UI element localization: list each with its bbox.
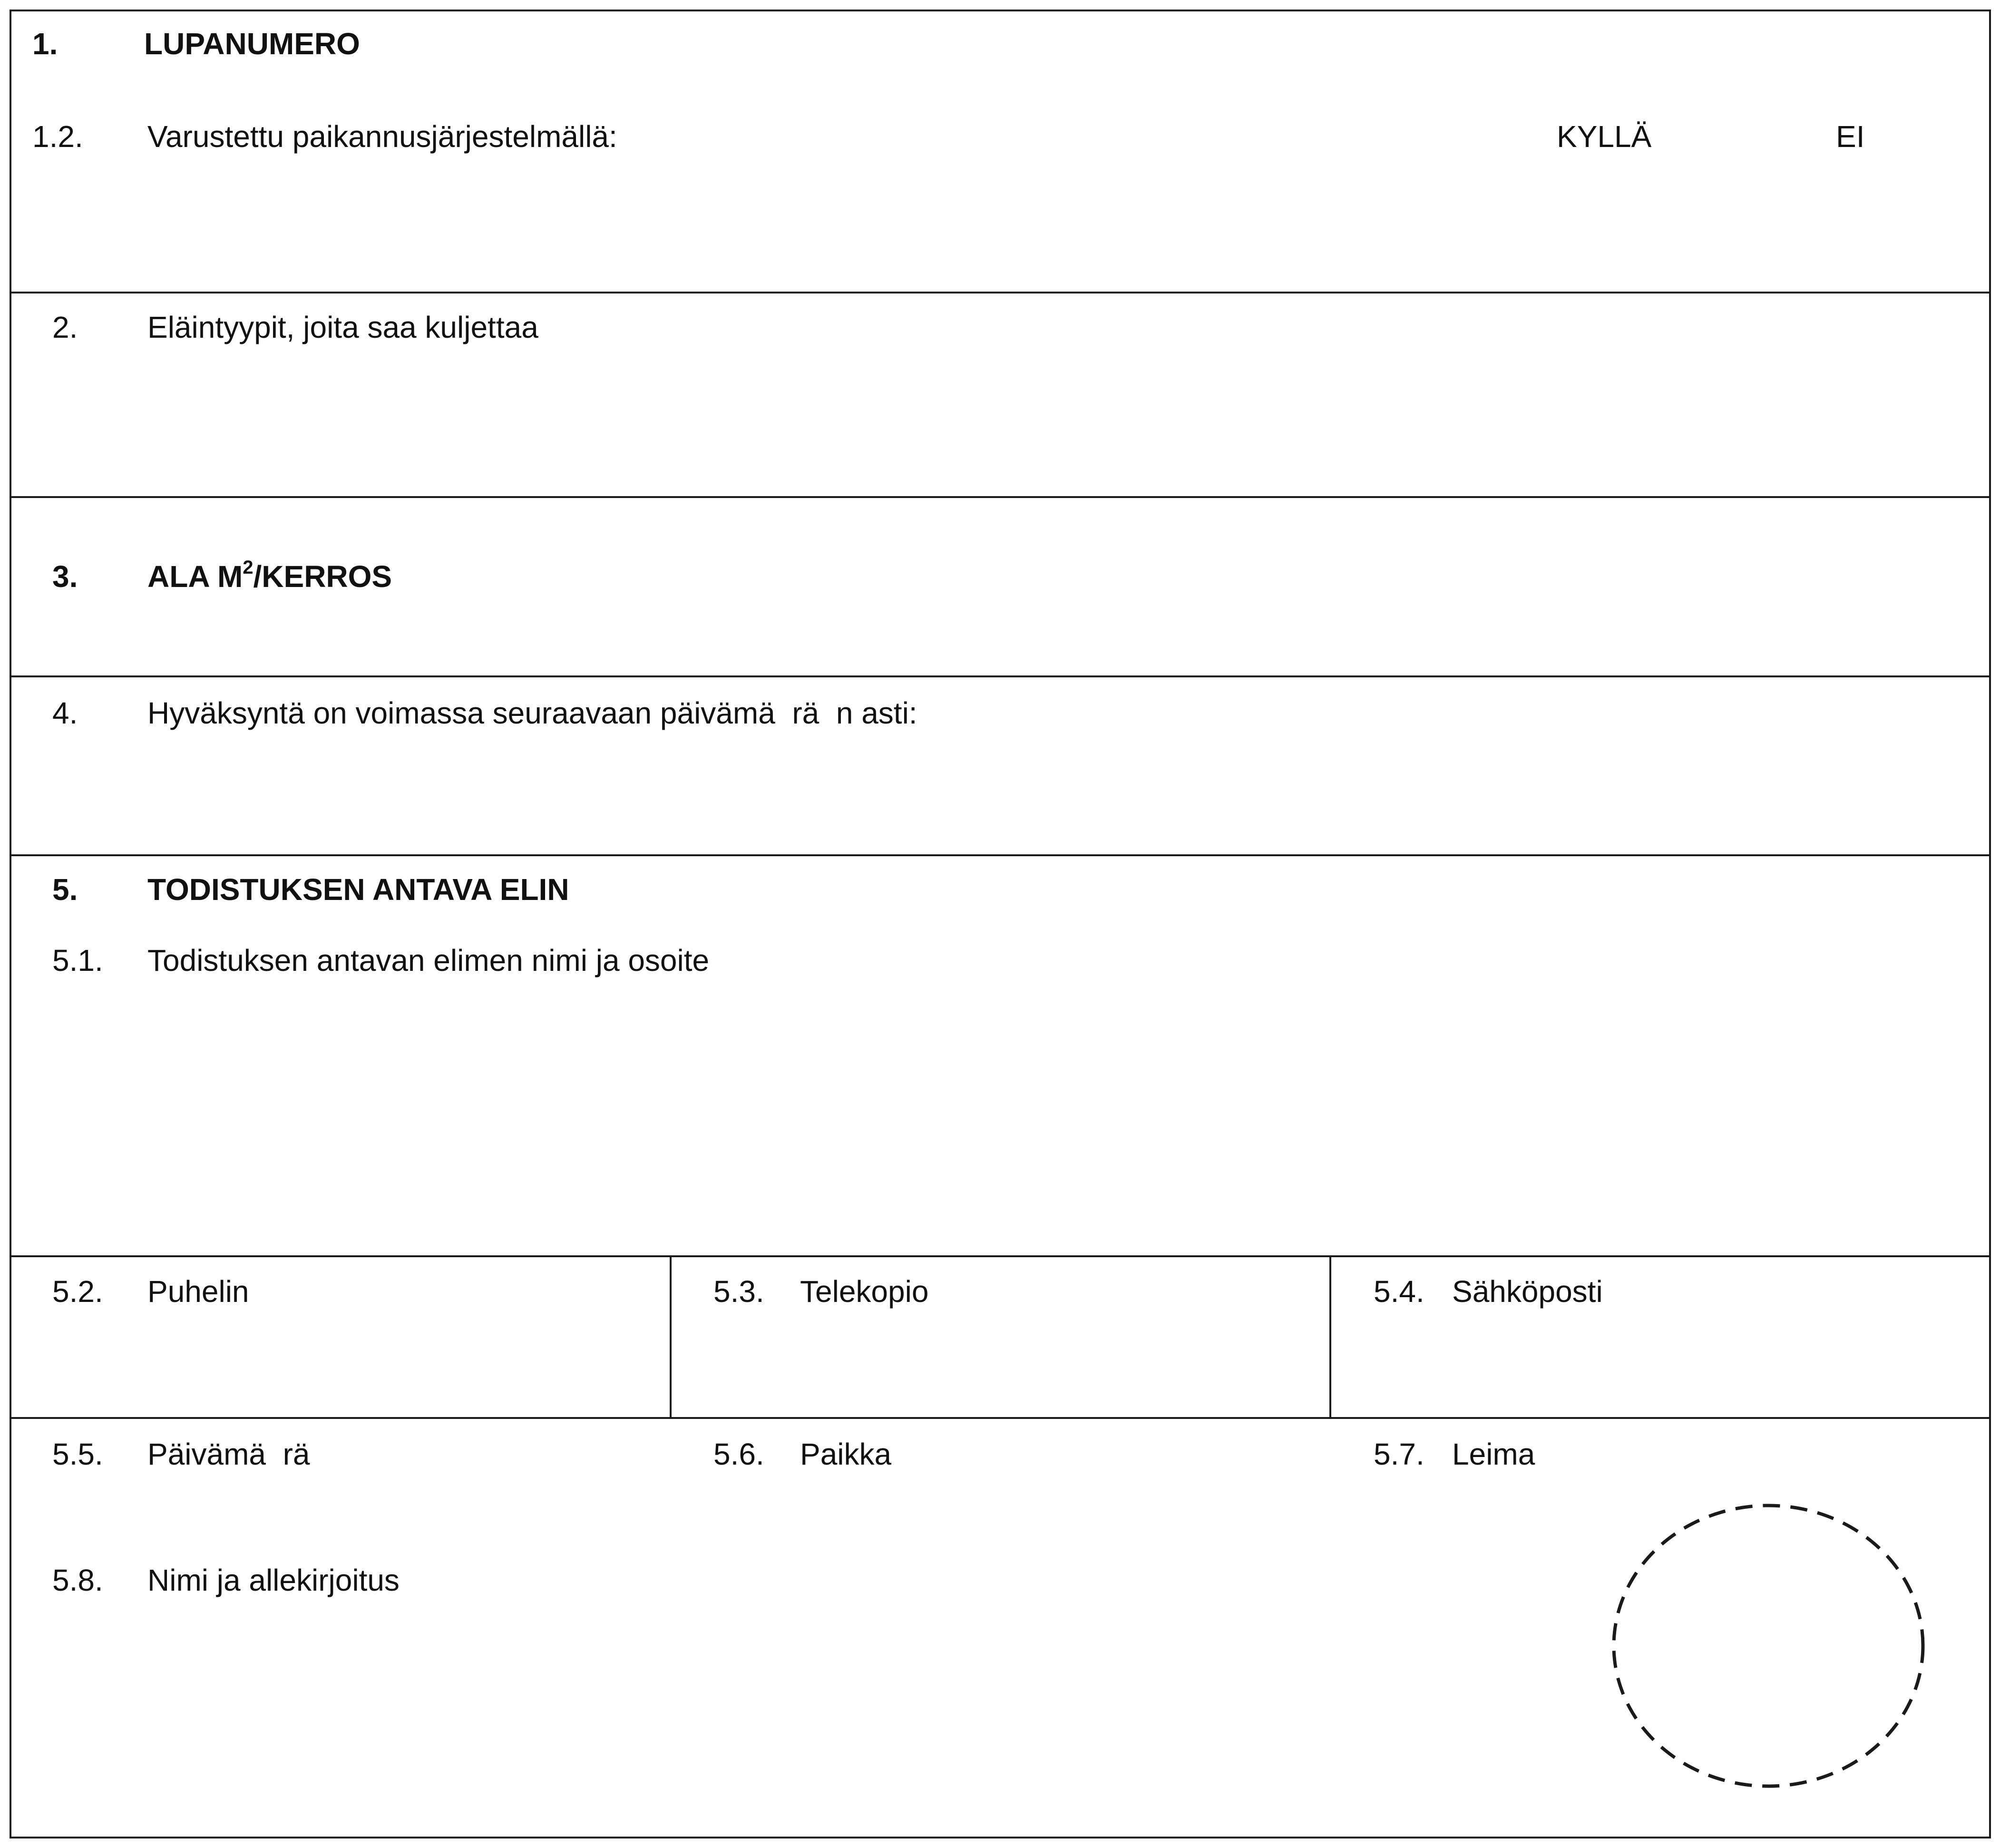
divider-after-section-3 [10, 675, 1991, 677]
section-5-3-number: 5.3. [713, 1274, 764, 1309]
section-5-1-number: 5.1. [52, 943, 103, 978]
positioning-system-label: Varustettu paikannusjärjestelmällä: [147, 119, 617, 154]
section-5-6-number: 5.6. [713, 1437, 764, 1471]
option-yes[interactable]: KYLLÄ [1557, 119, 1652, 154]
divider-after-section-1 [10, 292, 1991, 293]
divider-after-section-4 [10, 854, 1991, 856]
authority-name-address-label: Todistuksen antavan elimen nimi ja osoite [147, 943, 710, 978]
section-5-number: 5. [52, 872, 78, 907]
section-2-number: 2. [52, 310, 78, 344]
divider-after-section-5-1 [10, 1255, 1991, 1257]
section-5-7-number: 5.7. [1374, 1437, 1424, 1471]
stamp-label: Leima [1452, 1437, 1535, 1471]
phone-label: Puhelin [147, 1274, 249, 1309]
section-1-2-number: 1.2. [32, 119, 83, 154]
divider-fax-email [1329, 1255, 1331, 1418]
section-3-number: 3. [52, 559, 78, 594]
section-5-5-number: 5.5. [52, 1437, 103, 1471]
animal-types-label: Eläintyypit, joita saa kuljettaa [147, 310, 538, 344]
signature-label: Nimi ja allekirjoitus [147, 1563, 400, 1597]
area-per-deck-title: ALA $M^2$/KERROS [147, 557, 392, 594]
email-label: Sähköposti [1452, 1274, 1603, 1309]
validity-date-label: Hyväksyntä on voimassa seuraavaan päivämä rä n asti: [147, 696, 917, 730]
section-1-title: LUPANUMERO [144, 27, 360, 61]
stamp-circle-icon [1611, 1503, 1925, 1789]
section-5-8-number: 5.8. [52, 1563, 103, 1597]
divider-after-section-2 [10, 496, 1991, 498]
section-4-number: 4. [52, 696, 78, 730]
section-5-2-number: 5.2. [52, 1274, 103, 1309]
date-label: Päivämä rä [147, 1437, 310, 1471]
divider-phone-fax [670, 1255, 672, 1418]
section-1-number: 1. [32, 27, 58, 61]
fax-label: Telekopio [800, 1274, 929, 1309]
divider-after-contacts [10, 1417, 1991, 1419]
section-5-4-number: 5.4. [1374, 1274, 1424, 1309]
issuing-authority-title: TODISTUKSEN ANTAVA ELIN [147, 872, 569, 907]
place-label: Paikka [800, 1437, 892, 1471]
option-no[interactable]: EI [1836, 119, 1865, 154]
